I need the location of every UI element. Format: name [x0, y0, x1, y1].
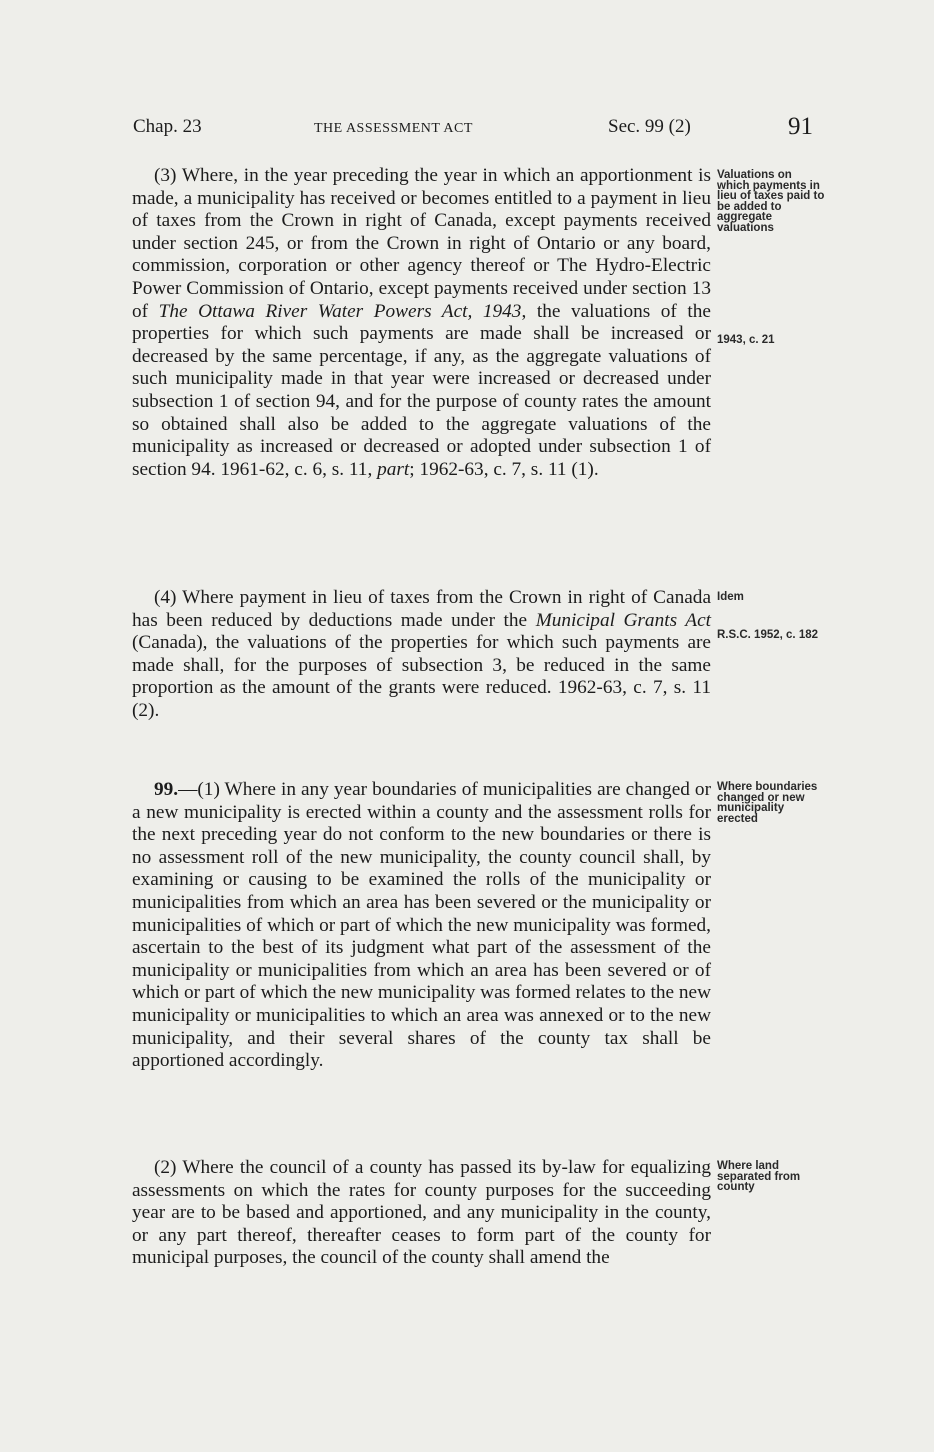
- section-99-1: [132, 779, 711, 1073]
- page-number: 91: [788, 113, 813, 140]
- margin-note-valuations: Valuations on which payments in lieu of taxes paid to be added to aggregate valuations: [717, 169, 825, 234]
- margin-note-boundaries: Where boundaries changed or new municipality erected: [717, 781, 818, 825]
- section-99-2: [132, 1157, 711, 1270]
- subsection-4-italic-act: Municipal Grants Act: [535, 609, 711, 631]
- section-label: Sec. 99 (2): [608, 116, 691, 137]
- chapter-label: Chap. 23: [133, 116, 202, 137]
- subsection-3-italic-act: The Ottawa River Water Powers Act, 1943: [158, 300, 522, 322]
- section-99-1-text: —(1) Where in any year boundaries of municipalities are changed or a new municipality is erected within a county and the assessment rolls for the next preceding year do not conform to the new boundaries or there is no assessment roll of the new municipality, the county council shall, by examining or causing to be examined the rolls of the municipality or municipalities from which an area has been severed or the municipality or municipalities of which or part of which the new municipality was formed, ascertain to the best of its judgment what part of the assessment of the municipality or municipalities from which an area has been severed or of which or part of which the new municipality was formed relates to the new municipality or municipalities to which an area was annexed or to the new municipality, and their several shares of the county tax shall be apportioned accordingly.: [132, 779, 711, 1072]
- running-header: [133, 113, 818, 146]
- subsection-4-text-a: (4) Where payment in lieu of taxes from the Crown in right of Canada has been reduced by deductions made under the: [132, 587, 711, 631]
- section-number: 99.: [154, 779, 179, 800]
- margin-note-rsc: R.S.C. 1952, c. 182: [717, 629, 819, 641]
- act-title: THE ASSESSMENT ACT: [314, 121, 473, 136]
- subsection-3-text-b: , the valuations of the properties for which such payments are made shall be increased or decreased by the same percentage, if any, as the aggregate valuations of such municipality made in that year were increased or decreased under subsection 1 of section 94, and for the purpose of county rates the amount so obtained shall also be added to the aggregate valuations of the municipality as increased or decreased or adopted under subsection 1 of section 94. 1961-62, c. 6, s. 11,: [132, 300, 711, 480]
- subsection-3-text-a: (3) Where, in the year preceding the year in which an apportionment is made, a municipality has received or becomes entitled to a payment in lieu of taxes from the Crown in right of Canada, except payments received under section 245, or from the Crown in right of Ontario or any board, commission, corporation or other agency thereof or The Hydro-Electric Power Commission of Ontario, except payments received under section 13 of: [132, 165, 711, 322]
- subsection-3-italic-part: part: [377, 458, 410, 480]
- subsection-3: [132, 165, 711, 481]
- subsection-4: [132, 587, 711, 723]
- subsection-3-text-c: ; 1962-63, c. 7, s. 11 (1).: [409, 458, 599, 480]
- section-99-2-text: (2) Where the council of a county has passed its by-law for equalizing assessments on which the rates for county purposes for the succeeding year are to be based and apportioned, and any municipality in the county, or any part thereof, thereafter ceases to form part of the county for municipal purposes, the council of the county shall amend the: [132, 1157, 711, 1269]
- subsection-4-text-b: (Canada), the valuations of the properties for which such payments are made shall, for the purposes of subsection 3, be reduced in the same proportion as the amount of the grants were reduced. 1962-63, c. 7, s. 11 (2).: [132, 632, 711, 721]
- margin-note-land-separated: Where land separated from county: [717, 1160, 801, 1193]
- margin-note-1943: 1943, c. 21: [717, 334, 775, 346]
- margin-note-idem: Idem: [717, 591, 744, 603]
